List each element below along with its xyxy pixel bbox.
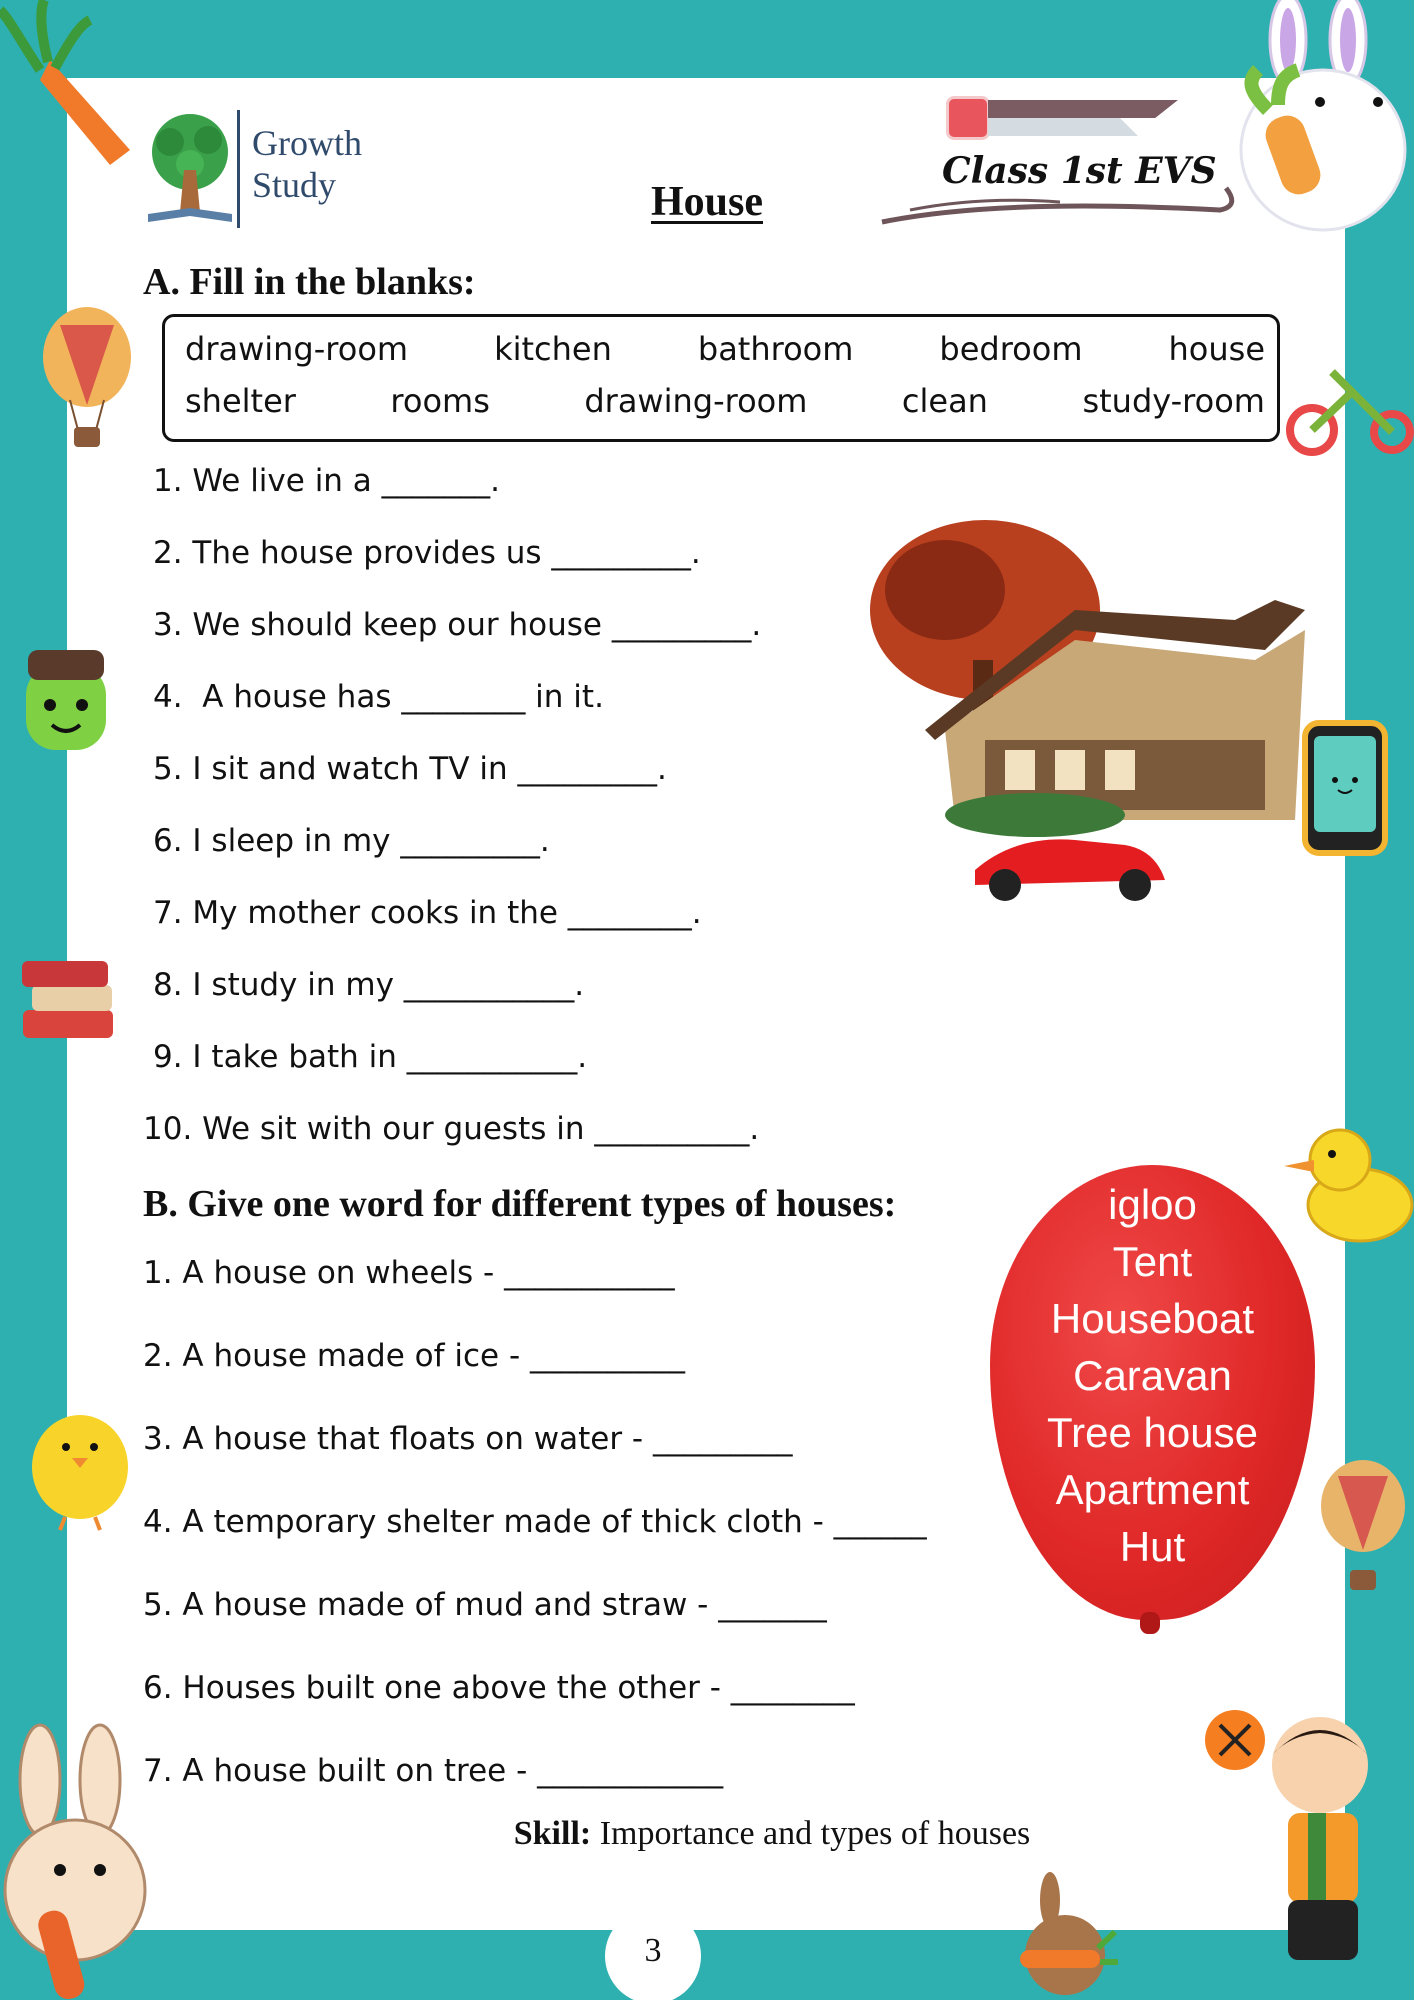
- balloon-knot: [1140, 1612, 1160, 1634]
- skill-text: Importance and types of houses: [591, 1815, 1031, 1852]
- fill-blank-question: 3. We should keep our house _________.: [153, 607, 762, 643]
- badge-decoration-bar-light: [988, 118, 1138, 136]
- one-word-question: 5. A house made of mud and straw - _______: [143, 1587, 827, 1623]
- word-bank-item: house: [1168, 330, 1265, 368]
- answer-word: Tent: [1112, 1238, 1193, 1285]
- brand-name-line2: Study: [252, 165, 337, 205]
- word-bank-item: clean: [901, 382, 988, 420]
- word-bank-row-1: [185, 323, 1265, 375]
- word-bank-row-2: [185, 375, 1265, 427]
- smartphone-icon: [1300, 718, 1390, 858]
- word-bank-item: drawing-room: [185, 330, 409, 368]
- answer-word: igloo: [1108, 1181, 1197, 1228]
- fill-blank-question: 6. I sleep in my _________.: [153, 823, 550, 859]
- bunny-icon: [0, 1720, 165, 2000]
- answer-word: Houseboat: [1050, 1295, 1255, 1342]
- one-word-question: 6. Houses built one above the other - ________: [143, 1670, 855, 1706]
- class-badge: [880, 88, 1240, 238]
- answer-word: Apartment: [1055, 1466, 1250, 1513]
- page-title: House: [650, 179, 763, 225]
- word-bank-item: bedroom: [939, 330, 1083, 368]
- hot-air-balloon-icon: [1318, 1458, 1408, 1598]
- carrot-icon: [0, 0, 140, 170]
- badge-decoration-bar: [988, 100, 1178, 118]
- fill-blank-question: 4. A house has ________ in it.: [153, 679, 604, 715]
- fill-blank-question: 2. The house provides us _________.: [153, 535, 701, 571]
- answer-word: Tree house: [1047, 1409, 1258, 1456]
- skill-note: [0, 1815, 1414, 1853]
- page-number: 3: [605, 1908, 701, 2000]
- skill-label: Skill:: [513, 1815, 592, 1852]
- word-bank-item: bathroom: [697, 330, 854, 368]
- brand-name-line1: Growth: [252, 123, 362, 163]
- tricycle-icon: [1282, 352, 1414, 462]
- word-bank-item: rooms: [390, 382, 490, 420]
- answer-word: Caravan: [1073, 1352, 1232, 1399]
- chick-icon: [20, 1392, 140, 1532]
- word-bank-item: kitchen: [494, 330, 612, 368]
- answer-word: Hut: [1119, 1523, 1186, 1570]
- one-word-question: 3. A house that floats on water - _________: [143, 1421, 793, 1457]
- word-bank-item: study-room: [1082, 382, 1265, 420]
- one-word-question: 7. A house built on tree - ____________: [143, 1753, 724, 1789]
- bunny-with-carrot-icon: [1010, 1870, 1120, 2000]
- badge-decoration-square: [946, 96, 990, 140]
- one-word-question: 2. A house made of ice - __________: [143, 1338, 685, 1374]
- one-word-question: 4. A temporary shelter made of thick cloth - ______: [143, 1504, 927, 1540]
- word-bank: [162, 314, 1280, 442]
- swoosh-decoration: [880, 180, 1240, 230]
- fill-blank-question: 5. I sit and watch TV in _________.: [153, 751, 667, 787]
- fill-blank-question: 1. We live in a _______.: [153, 463, 501, 499]
- word-bank-item: shelter: [185, 382, 296, 420]
- word-bank-item: drawing-room: [584, 382, 808, 420]
- one-word-question: 1. A house on wheels - ___________: [143, 1255, 675, 1291]
- section-a-heading: A. Fill in the blanks:: [143, 261, 476, 303]
- books-icon: [18, 955, 118, 1045]
- monster-face-icon: [18, 645, 113, 755]
- class-label: Class 1st EVS: [942, 150, 1217, 192]
- hot-air-balloon-icon: [40, 305, 135, 455]
- answer-word-list: [990, 1176, 1315, 1575]
- fill-blank-question: 9. I take bath in ___________.: [153, 1039, 588, 1075]
- house-illustration: [835, 510, 1305, 920]
- fill-blank-question: 8. I study in my ___________.: [153, 967, 585, 1003]
- fill-blank-question: 7. My mother cooks in the ________.: [153, 895, 702, 931]
- section-b-heading: B. Give one word for different types of houses:: [143, 1183, 897, 1225]
- fill-blank-question: 10. We sit with our guests in __________.: [143, 1111, 760, 1147]
